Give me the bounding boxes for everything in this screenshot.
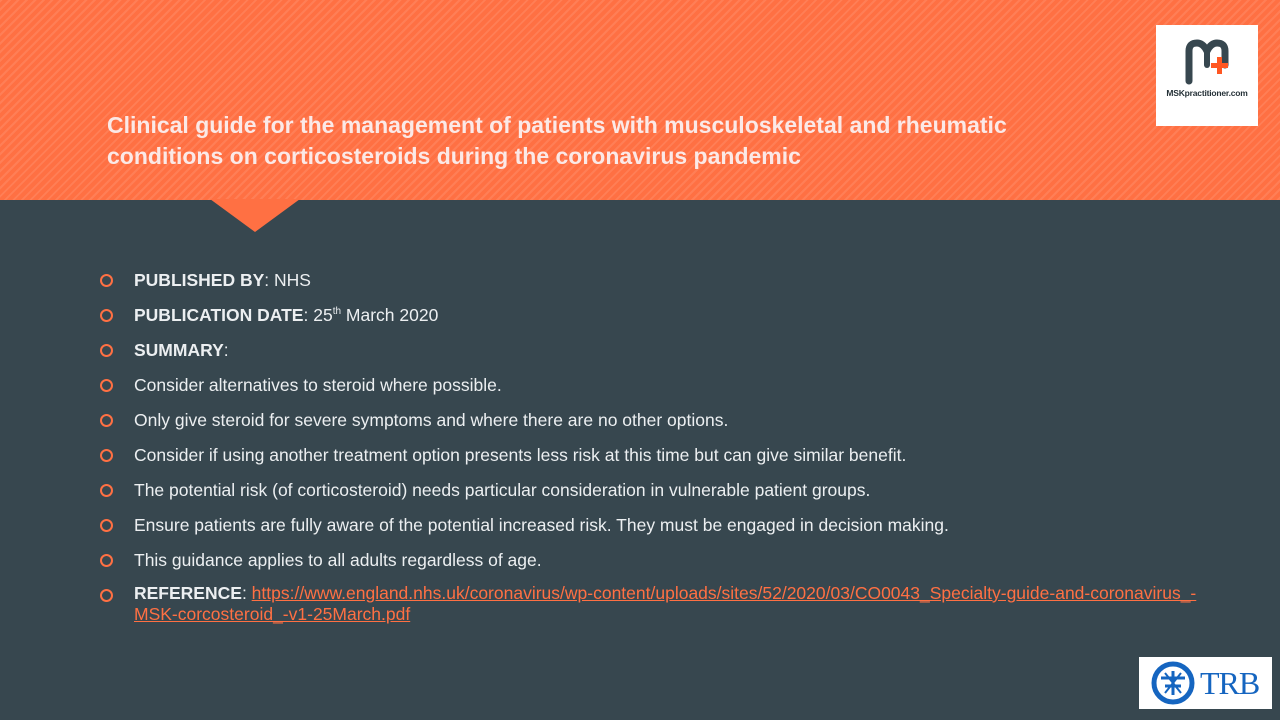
- content-list: [100, 268, 1220, 636]
- circle-bullet-icon: [100, 589, 113, 602]
- circle-bullet-icon: [100, 554, 113, 567]
- summary-point: [100, 478, 1220, 502]
- list-item-summary: [100, 338, 1220, 362]
- list-item-reference: [100, 583, 1220, 625]
- publication-date-sup: th: [332, 306, 342, 318]
- summary-point-text: The potential risk (of corticosteroid) needs particular consideration in vulnerable patient groups.: [134, 480, 871, 500]
- header-banner: [0, 0, 1280, 200]
- summary-colon: :: [223, 340, 229, 360]
- m-plus-logo-icon: [1184, 39, 1230, 85]
- circle-bullet-icon: [100, 274, 113, 287]
- summary-point: [100, 443, 1220, 467]
- list-item-publication-date: [100, 303, 1220, 327]
- summary-point: [100, 373, 1220, 397]
- trb-logo[interactable]: [1139, 657, 1272, 709]
- publication-date-label: PUBLICATION DATE: [134, 305, 304, 325]
- reference-colon: :: [241, 583, 252, 603]
- summary-point: [100, 408, 1220, 432]
- summary-point-text: This guidance applies to all adults regardless of age.: [134, 550, 542, 570]
- summary-point-text: Ensure patients are fully aware of the potential increased risk. They must be engaged in decision making.: [134, 515, 949, 535]
- reference-link[interactable]: https://www.england.nhs.uk/coronavirus/wp-content/uploads/sites/52/2020/03/CO0043_Specialty-guide-and-coronavirus_-MSK-corcosteroid_-v1-25March.pdf: [134, 583, 1197, 624]
- publication-date-suffix: March 2020: [341, 305, 439, 325]
- circle-bullet-icon: [100, 309, 113, 322]
- list-item-published-by: [100, 268, 1220, 292]
- circle-bullet-icon: [100, 414, 113, 427]
- summary-point: [100, 513, 1220, 537]
- summary-point-text: Consider if using another treatment option presents less risk at this time but can give similar benefit.: [134, 445, 907, 465]
- logo-text: MSKpractitioner.com: [1166, 88, 1248, 98]
- trb-emblem-icon: [1151, 661, 1195, 705]
- reference-label: REFERENCE: [134, 583, 242, 603]
- summary-point-text: Only give steroid for severe symptoms and where there are no other options.: [134, 410, 729, 430]
- summary-point: [100, 548, 1220, 572]
- circle-bullet-icon: [100, 379, 113, 392]
- summary-point-text: Consider alternatives to steroid where possible.: [134, 375, 502, 395]
- msk-practitioner-logo[interactable]: [1156, 25, 1258, 126]
- trb-logo-text: TRB: [1200, 665, 1260, 701]
- banner-pointer: [210, 199, 300, 232]
- slide-title: Clinical guide for the management of patients with musculoskeletal and rheumatic conditions on corticosteroids during the coronavirus pandemic: [107, 112, 1007, 169]
- circle-bullet-icon: [100, 484, 113, 497]
- summary-label: SUMMARY: [134, 340, 224, 360]
- circle-bullet-icon: [100, 519, 113, 532]
- circle-bullet-icon: [100, 344, 113, 357]
- published-by-label: PUBLISHED BY: [134, 270, 265, 290]
- publication-date-prefix: : 25: [303, 305, 333, 325]
- circle-bullet-icon: [100, 449, 113, 462]
- published-by-value: : NHS: [264, 270, 311, 290]
